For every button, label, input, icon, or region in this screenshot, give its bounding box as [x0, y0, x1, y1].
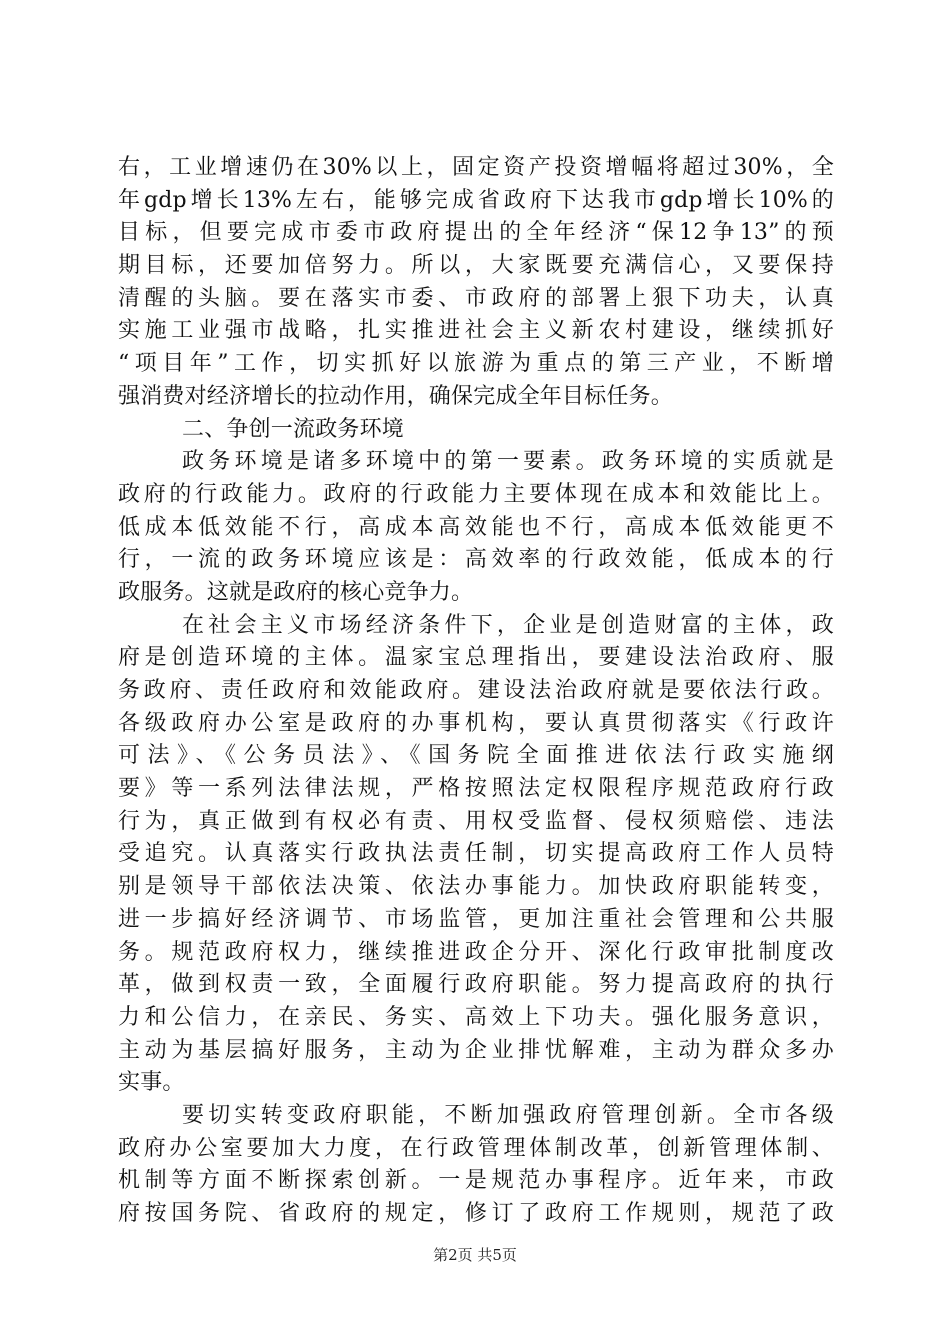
text-line: “项目年”工作，切实抓好以旅游为重点的第三产业，不断增: [118, 351, 834, 377]
text-line: 政府办公室要加大力度，在行政管理体制改革，创新管理体制、: [118, 1135, 834, 1161]
text-line: 别是领导干部依法决策、依法办事能力。加快政府职能转变，: [118, 874, 834, 900]
text-line: 在社会主义市场经济条件下，企业是创造财富的主体，政: [182, 612, 834, 638]
text-line: 务。规范政府权力，继续推进政企分开、深化行政审批制度改: [118, 939, 834, 965]
text-line: 革，做到权责一致，全面履行政府职能。努力提高政府的执行: [118, 972, 834, 998]
text-line: 进一步搞好经济调节、市场监管，更加注重社会管理和公共服: [118, 906, 834, 932]
text-line: 务政府、责任政府和效能政府。建设法治政府就是要依法行政。: [118, 678, 834, 703]
text-line: 行，一流的政务环境应该是：高效率的行政效能，低成本的行: [118, 547, 834, 573]
text-line: 政务环境是诸多环境中的第一要素。政务环境的实质就是: [182, 449, 834, 475]
text-line: 二、争创一流政务环境: [182, 416, 405, 442]
text-line: 府按国务院、省政府的规定，修订了政府工作规则，规范了政: [118, 1201, 834, 1226]
text-line: 年gdp增长13%左右，能够完成省政府下达我市gdp增长10%的: [118, 187, 834, 213]
page-footer: 第2页 共5页: [433, 1246, 517, 1264]
text-line: 行为，真正做到有权必有责、用权受监督、侵权须赔偿、违法: [118, 808, 834, 834]
text-line: 力和公信力，在亲民、务实、高效上下功夫。强化服务意识，: [118, 1004, 834, 1030]
text-line: 目标，但要完成市委市政府提出的全年经济“保12争13”的预: [118, 220, 834, 246]
document-body: [118, 152, 834, 1231]
text-line: 实施工业强市战略，扎实推进社会主义新农村建设，继续抓好: [118, 318, 834, 344]
text-line: 实事。: [118, 1070, 185, 1096]
text-line: 政服务。这就是政府的核心竞争力。: [118, 579, 474, 605]
text-line: 要》等一系列法律法规，严格按照法定权限程序规范政府行政: [118, 776, 834, 802]
text-line: 强消费对经济增长的拉动作用，确保完成全年目标任务。: [118, 383, 674, 409]
text-line: 可法》、《公务员法》、《国务院全面推进依法行政实施纲: [118, 743, 834, 769]
text-line: 机制等方面不断探索创新。一是规范办事程序。近年来，市政: [118, 1168, 834, 1194]
text-line: 主动为基层搞好服务，主动为企业排忧解难，主动为群众多办: [118, 1037, 834, 1063]
text-line: 期目标，还要加倍努力。所以，大家既要充满信心，又要保持: [118, 253, 834, 279]
text-line: 政府的行政能力。政府的行政能力主要体现在成本和效能比上。: [118, 481, 834, 507]
text-line: 右，工业增速仍在30%以上，固定资产投资增幅将超过30%，全: [118, 155, 834, 180]
text-line: 各级政府办公室是政府的办事机构，要认真贯彻落实《行政许: [118, 710, 834, 736]
text-line: 低成本低效能不行，高成本高效能也不行，高成本低效能更不: [118, 514, 834, 540]
text-line: 要切实转变政府职能，不断加强政府管理创新。全市各级: [182, 1102, 834, 1128]
text-line: 清醒的头脑。要在落实市委、市政府的部署上狠下功夫，认真: [118, 285, 834, 311]
text-line: 府是创造环境的主体。温家宝总理指出，要建设法治政府、服: [118, 645, 834, 671]
text-line: 受追究。认真落实行政执法责任制，切实提高政府工作人员特: [118, 841, 834, 867]
